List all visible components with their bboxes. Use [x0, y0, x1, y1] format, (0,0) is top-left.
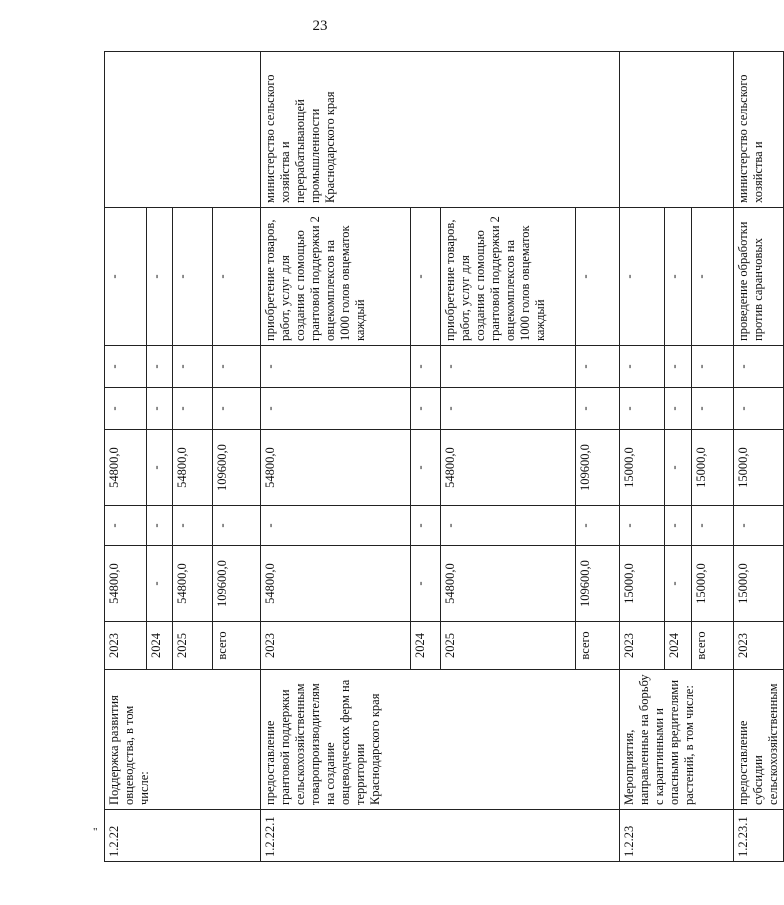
- row-total: 54800,0: [173, 546, 213, 622]
- row-municipal: -: [576, 388, 620, 430]
- row-federal: -: [692, 506, 734, 546]
- row-regional: 15000,0: [692, 430, 734, 506]
- row-municipal: -: [620, 388, 665, 430]
- row-total: 54800,0: [261, 546, 411, 622]
- row-federal: -: [411, 506, 441, 546]
- row-total: -: [147, 546, 173, 622]
- row-extra: -: [105, 346, 147, 388]
- row-extra: -: [576, 346, 620, 388]
- row-result: -: [665, 208, 692, 346]
- row-regional: 54800,0: [441, 430, 576, 506]
- row-extra: -: [734, 346, 784, 388]
- row-municipal: -: [692, 388, 734, 430]
- row-result: -: [620, 208, 665, 346]
- row-federal: -: [734, 506, 784, 546]
- row-regional: -: [411, 430, 441, 506]
- row-municipal: -: [261, 388, 411, 430]
- row-year: всего: [576, 622, 620, 670]
- row-extra: -: [692, 346, 734, 388]
- row-regional: 15000,0: [734, 430, 784, 506]
- row-regional: 109600,0: [213, 430, 261, 506]
- table-row: [734, 52, 784, 862]
- row-federal: -: [147, 506, 173, 546]
- row-name: Мероприятия, направленные на борьбу с карантинными и опасными вредителями растений, в том числе:: [620, 670, 734, 810]
- row-regional: 54800,0: [261, 430, 411, 506]
- row-extra: -: [620, 346, 665, 388]
- row-total: 15000,0: [734, 546, 784, 622]
- row-federal: -: [261, 506, 411, 546]
- row-code: 1.2.22.1: [261, 810, 620, 862]
- table-row: [620, 52, 665, 862]
- row-year: 2025: [173, 622, 213, 670]
- row-regional: 15000,0: [620, 430, 665, 506]
- row-result: -: [173, 208, 213, 346]
- row-federal: -: [173, 506, 213, 546]
- stray-mark: ": [93, 826, 98, 838]
- row-year: 2025: [441, 622, 576, 670]
- row-municipal: -: [665, 388, 692, 430]
- row-result: -: [105, 208, 147, 346]
- row-name: предоставление субсидии сельскохозяйственным: [734, 670, 784, 810]
- row-executor: [105, 52, 261, 208]
- row-total: 15000,0: [692, 546, 734, 622]
- row-total: 54800,0: [441, 546, 576, 622]
- row-extra: -: [213, 346, 261, 388]
- row-regional: 54800,0: [173, 430, 213, 506]
- row-year: всего: [692, 622, 734, 670]
- row-municipal: -: [147, 388, 173, 430]
- row-total: -: [665, 546, 692, 622]
- row-executor: министерство сельского хозяйства и: [734, 52, 784, 208]
- row-year: 2023: [734, 622, 784, 670]
- row-result: проведение обработки против саранчовых: [734, 208, 784, 346]
- row-result: приобретение товаров, работ, услуг для создания с помощью грантовой поддержки 2 овцекомплексов на 1000 голов овцематок каждый: [261, 208, 411, 346]
- table-row: [261, 52, 411, 862]
- row-extra: -: [441, 346, 576, 388]
- row-result: -: [576, 208, 620, 346]
- row-result: -: [692, 208, 734, 346]
- row-result: приобретение товаров, работ, услуг для создания с помощью грантовой поддержки 2 овцекомплексов на 1000 голов овцематок каждый: [441, 208, 576, 346]
- row-federal: -: [213, 506, 261, 546]
- row-year: всего: [213, 622, 261, 670]
- row-year: 2023: [620, 622, 665, 670]
- table-row: [105, 52, 147, 862]
- row-year: 2024: [411, 622, 441, 670]
- row-name: предоставление грантовой поддержки сельскохозяйственным товаропроизводителям на создание овцеводческих ферм на территории Краснодарского края: [261, 670, 620, 810]
- row-federal: -: [441, 506, 576, 546]
- row-executor: министерство сельского хозяйства и перерабатывающей промышленности Краснодарского края: [261, 52, 620, 208]
- row-result: -: [411, 208, 441, 346]
- row-municipal: -: [173, 388, 213, 430]
- row-municipal: -: [734, 388, 784, 430]
- row-executor: [620, 52, 734, 208]
- row-total: 109600,0: [213, 546, 261, 622]
- row-code: 1.2.23.1: [734, 810, 784, 862]
- row-municipal: -: [441, 388, 576, 430]
- row-name: Поддержка развития овцеводства, в том числе:: [105, 670, 261, 810]
- row-result: -: [147, 208, 173, 346]
- row-federal: -: [665, 506, 692, 546]
- row-regional: -: [665, 430, 692, 506]
- row-total: 54800,0: [105, 546, 147, 622]
- row-total: 15000,0: [620, 546, 665, 622]
- row-total: -: [411, 546, 441, 622]
- row-regional: -: [147, 430, 173, 506]
- row-year: 2023: [105, 622, 147, 670]
- row-federal: -: [620, 506, 665, 546]
- row-code: 1.2.23: [620, 810, 734, 862]
- row-result: -: [213, 208, 261, 346]
- row-municipal: -: [105, 388, 147, 430]
- row-extra: -: [411, 346, 441, 388]
- page-number: 23: [312, 18, 328, 34]
- row-regional: 54800,0: [105, 430, 147, 506]
- row-federal: -: [576, 506, 620, 546]
- row-extra: -: [147, 346, 173, 388]
- table-body: [105, 52, 784, 862]
- row-municipal: -: [213, 388, 261, 430]
- row-regional: 109600,0: [576, 430, 620, 506]
- row-extra: -: [173, 346, 213, 388]
- row-federal: -: [105, 506, 147, 546]
- row-extra: -: [665, 346, 692, 388]
- row-year: 2024: [665, 622, 692, 670]
- row-year: 2024: [147, 622, 173, 670]
- row-total: 109600,0: [576, 546, 620, 622]
- row-code: 1.2.22: [105, 810, 261, 862]
- rotated-table-container: [104, 52, 780, 862]
- row-extra: -: [261, 346, 411, 388]
- row-year: 2023: [261, 622, 411, 670]
- row-municipal: -: [411, 388, 441, 430]
- program-table: [104, 51, 784, 862]
